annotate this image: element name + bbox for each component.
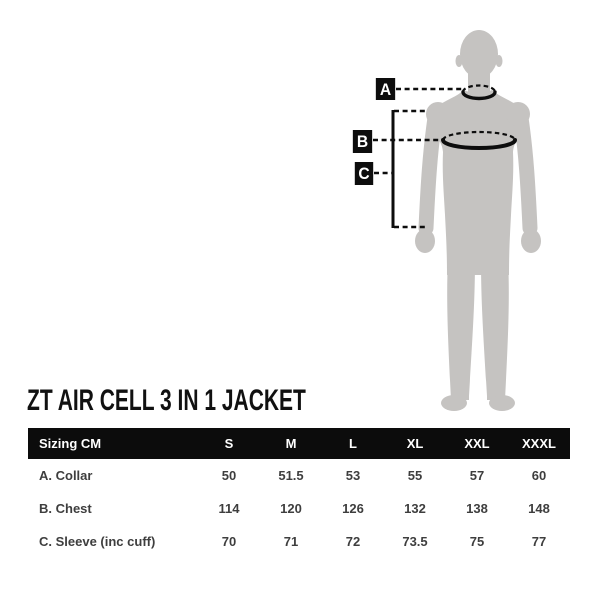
row-label: B. Chest — [39, 501, 92, 516]
sleeve-l: 72 — [345, 534, 361, 549]
table-row-chest — [28, 492, 570, 525]
header-size-m: M — [285, 436, 297, 451]
left-foot — [441, 395, 467, 411]
right-leg — [481, 258, 509, 400]
row-label: C. Sleeve (inc cuff) — [39, 534, 156, 549]
chest-s: 114 — [218, 501, 240, 516]
header-size-xxxl: XXXL — [522, 436, 556, 451]
product-title: ZT AIR CELL 3 IN 1 JACKET — [27, 384, 306, 417]
sleeve-xl: 73.5 — [402, 534, 428, 549]
header-sizing-cm: Sizing CM — [39, 436, 102, 451]
sleeve-xxl: 75 — [469, 534, 485, 549]
table-row-collar — [28, 459, 570, 492]
left-ear — [456, 55, 463, 67]
neck — [468, 62, 490, 94]
chest-xxl: 138 — [466, 501, 488, 516]
sleeve-m: 71 — [283, 534, 299, 549]
right-ear — [496, 55, 503, 67]
marker-c: C — [355, 162, 373, 185]
right-arm — [521, 118, 530, 228]
male-silhouette — [415, 30, 541, 411]
right-foot — [489, 395, 515, 411]
sizing-table-header — [28, 428, 570, 459]
header-size-xl: XL — [406, 436, 424, 451]
sizing-table — [28, 428, 570, 558]
collar-m: 51.5 — [278, 468, 304, 483]
header-size-s: S — [224, 436, 234, 451]
collar-s: 50 — [221, 468, 237, 483]
header-size-l: L — [349, 436, 357, 451]
marker-b: B — [353, 130, 372, 153]
marker-a: A — [376, 78, 395, 100]
chest-m: 120 — [280, 501, 302, 516]
sleeve-xxxl: 77 — [531, 534, 547, 549]
sleeve-s: 70 — [221, 534, 237, 549]
row-label: A. Collar — [39, 468, 93, 483]
left-hand — [415, 229, 435, 253]
header-size-xxl: XXL — [464, 436, 490, 451]
left-leg — [447, 258, 475, 400]
right-hand — [521, 229, 541, 253]
chest-xl: 132 — [404, 501, 426, 516]
collar-xxxl: 60 — [531, 468, 547, 483]
collar-l: 53 — [345, 468, 361, 483]
collar-xxl: 57 — [469, 468, 485, 483]
table-row-sleeve — [28, 525, 570, 558]
collar-xl: 55 — [407, 468, 423, 483]
chest-xxxl: 148 — [528, 501, 550, 516]
chest-l: 126 — [342, 501, 364, 516]
left-arm — [426, 118, 435, 228]
